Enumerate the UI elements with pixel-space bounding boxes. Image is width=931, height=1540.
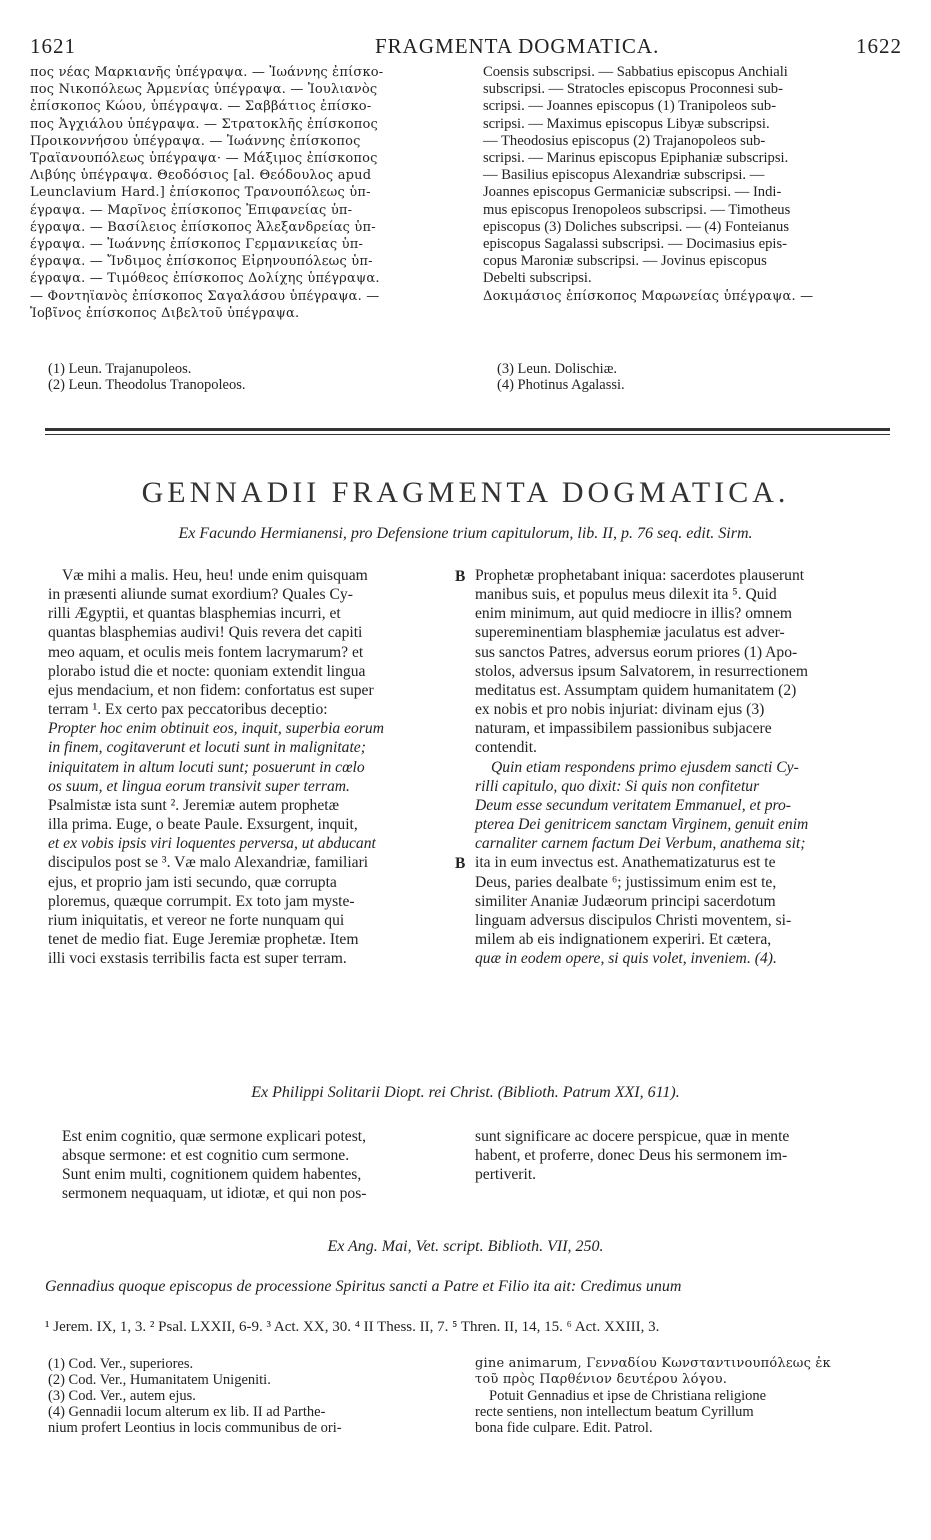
margin-marker-b: B (455, 568, 466, 585)
footnote: (3) Cod. Ver., autem ejus. (48, 1388, 196, 1404)
text-line: absque sermone: et est cognitio cum sermone. (62, 1147, 350, 1165)
text-line: Psalmistæ ista sunt ². Jeremiæ autem prophetæ (48, 796, 339, 814)
text-line: ita in eum invectus est. Anathematizaturus est te (475, 854, 776, 872)
text-line: Deum esse secundum veritatem Emmanuel, et pro- (475, 796, 791, 814)
footnote: (4) Photinus Agalassi. (497, 377, 625, 393)
philippus-column-left (62, 1127, 450, 1204)
running-title: FRAGMENTA DOGMATICA. (375, 34, 660, 58)
text-line: έγραψα. — Μαρῖνος ἐπίσκοπος Ἐπιφανείας ὑπ- (30, 202, 353, 218)
text-line: meditatus est. Assumptam quidem humanitatem (2) (475, 681, 797, 699)
top-notes-right (497, 361, 897, 393)
text-line: stolos, adversus ipsum Salvatorem, in resurrectionem (475, 662, 809, 680)
section-divider (45, 428, 890, 431)
footnotes-left (48, 1356, 458, 1436)
footnote: (4) Gennadii locum alterum ex lib. II ad Parthe- (48, 1404, 326, 1420)
text-line: tenet de medio fiat. Euge Jeremiæ prophetæ. Item (48, 930, 359, 948)
page-number-left: 1621 (30, 34, 76, 58)
text-line: Ἰοβῖνος ἐπίσκοπος Διβελτοῦ ὑπέγραψα. (30, 305, 300, 321)
footnote: Potuit Gennadius et ipse de Christiana religione (489, 1388, 767, 1404)
text-line: έγραψα. — Ἴνδιμος ἐπίσκοπος Εἰρηνουπόλεως ὑπ- (30, 254, 373, 270)
text-line: — Basilius episcopus Alexandriæ subscripsi. — (483, 167, 765, 184)
gennadius-intro-line: Gennadius quoque episcopus de processione Spiritus sancti a Patre et Filio ita ait: Credimus unum (45, 1278, 682, 1295)
text-line: Est enim cognitio, quæ sermone explicari potest, (62, 1128, 367, 1145)
text-line: quantas blasphemias audivi! Quis revera det capiti (48, 624, 363, 642)
footnote: (1) Leun. Trajanupoleos. (48, 361, 192, 377)
text-line: subscripsi. — Stratocles episcopus Proconnesi sub- (483, 81, 783, 98)
text-line: rium iniquitatis, et vereor ne forte nunquam qui (48, 911, 345, 929)
text-line: scripsi. — Joannes episcopus (1) Tranipoleos sub- (483, 98, 777, 115)
text-line: Deus, paries dealbate ⁶; justissimum enim est te, (475, 873, 777, 891)
footnote: (2) Leun. Theodolus Tranopoleos. (48, 377, 246, 393)
running-header (30, 34, 902, 64)
footnote: (3) Leun. Dolischiæ. (497, 361, 618, 377)
text-line: habent, et proferre, donec Deus his sermonem im- (475, 1147, 788, 1165)
text-line: — Theodosius episcopus (2) Trajanopoleos sub- (483, 132, 766, 149)
text-line: ejus, et proprio jam isti secundo, quæ corrupta (48, 873, 337, 891)
text-line: plorabo istud die et nocte: quoniam extendit lingua (48, 662, 366, 680)
text-line: rilli capitulo, quo dixit: Si quis non confitetur (475, 777, 760, 795)
text-line: Προικοννήσου ὑπέγραψα. — Ἰωάννης ἐπίσκοπος (30, 133, 361, 149)
source-line-mai: Ex Ang. Mai, Vet. script. Biblioth. VII, 250. (327, 1238, 604, 1255)
text-line: ἐπίσκοπος Κώου, ὑπέγραψα. — Σαββάτιος ἐπίσκο- (30, 99, 372, 115)
text-line: πος νέας Μαρκιανῆς ὑπέγραψα. — Ἰωάννης ἐπίσκο- (30, 65, 384, 80)
text-line: terram ¹. Ex certo pax peccatoribus deceptio: (48, 701, 328, 719)
text-line: έγραψα. — Ἰωάννης ἐπίσκοπος Γερμανικείας ὑπ- (30, 237, 364, 253)
footnote: gine animarum, Γενναδίου Κωνσταντινουπόλεως ἐκ (475, 1356, 831, 1371)
text-line: pterea Dei genitricem sanctam Virginem, genuit enim (475, 816, 809, 834)
footnotes-right (475, 1356, 895, 1436)
text-line: os suum, et lingua eorum transivit super terram. (48, 777, 350, 795)
greek-signatures-column (30, 64, 466, 322)
source-line-facundus: Ex Facundo Hermianensi, pro Defensione trium capitulorum, lib. II, p. 76 seq. edit. Sirm. (178, 525, 753, 542)
top-notes-left (48, 361, 448, 393)
margin-marker-b: B (455, 855, 466, 872)
text-line: quæ in eodem opere, si quis volet, invenieт. (4). (475, 950, 777, 968)
text-line: et ex vobis ipsis viri loquentes perversa, ut abducant (48, 835, 376, 853)
text-line: rilli Ægyptii, et quantas blasphemias incurri, et (48, 605, 341, 623)
text-line: ploremus, quæque corrumpit. Ex toto jam myste- (48, 892, 355, 910)
text-line: Propter hoc enim obtinuit eos, inquit, superbia eorum (48, 720, 384, 738)
body-column-left (48, 566, 450, 968)
text-line: milem ab eis indignationem experiri. Et cætera, (475, 930, 772, 948)
text-line: έγραψα. — Βασίλειος ἐπίσκοπος Ἀλεξανδρείας ὑπ- (30, 219, 376, 235)
footnote: bona fide culpare. Edit. Patrol. (475, 1420, 653, 1436)
text-line: sermonem nequaquam, ut idiotæ, et qui non pos- (62, 1185, 367, 1203)
text-line: enim minimum, aut quid mediocre in illis? omnem (475, 605, 793, 623)
page-number-right: 1622 (856, 34, 902, 58)
footnote: τοῦ πρὸς Παρθένιον δευτέρου λόγου. (475, 1372, 728, 1387)
footnote: nium profert Leontius in locis communibus de ori- (48, 1420, 342, 1436)
text-line: Debelti subscripsi. (483, 270, 592, 287)
text-line: sus sanctos Patres, adversus eorum priores (1) Apo- (475, 643, 798, 661)
text-line: pertiverit. (475, 1166, 537, 1184)
section-divider-thin (45, 434, 890, 435)
text-line: Coensis subscripsi. — Sabbatius episcopus Anchiali (483, 64, 788, 80)
text-line: in finem, cogitaverunt et locuti sunt in malignitate; (48, 739, 366, 757)
latin-signatures-column (483, 64, 903, 305)
text-line: Leunclavium Hard.] ἐπίσκοπος Τρανουπόλεως ὑπ- (30, 185, 371, 201)
text-line: similiter Ananiæ Judæorum principi sacerdotum (475, 892, 776, 910)
text-line: contendit. (475, 739, 537, 757)
philippus-column-right (475, 1127, 895, 1184)
text-line: manibus suis, et populus meus dilexit ita ⁵. Quid (475, 586, 777, 604)
source-line-philippus: Ex Philippi Solitarii Diopt. rei Christ. (Biblioth. Patrum XXI, 611). (251, 1084, 680, 1101)
text-line: sunt significare ac docere perspicue, quæ in mente (475, 1128, 790, 1145)
text-line: Sunt enim multi, cognitionem quidem habentes, (62, 1166, 362, 1184)
text-line: copus Maroniæ subscripsi. — Jovinus episcopus (483, 253, 767, 270)
text-line: — Φοντηϊανὸς ἐπίσκοπος Σαγαλάσου ὑπέγραψα. — (30, 288, 380, 304)
text-line: έγραψα. — Τιμόθεος ἐπίσκοπος Δολίχης ὑπέγραψα. (30, 271, 380, 287)
text-line: Prophetæ prophetabant iniqua: sacerdotes plauserunt (475, 567, 805, 584)
footnote: (1) Cod. Ver., superiores. (48, 1356, 194, 1372)
text-line: supereminentiam blasphemiæ jaculatus est adver- (475, 624, 785, 642)
text-line: Quin etiam respondens primo ejusdem sancti Cy- (491, 758, 799, 776)
text-line: Τραϊανουπόλεως ὑπέγραψα· — Μάξιμος ἐπίσκοπος (30, 151, 378, 167)
text-line: illi voci exstasis terribilis facta est super terram. (48, 950, 347, 968)
text-line: in præsenti aliunde sumat exordium? Quales Cy- (48, 586, 353, 604)
text-line: Væ mihi a malis. Heu, heu! unde enim quisquam (62, 567, 368, 584)
text-line: illa prima. Euge, o beate Paule. Exsurgent, inquit, (48, 816, 358, 834)
text-line: episcopus Sagalassi subscripsi. — Docimasius epis- (483, 236, 788, 253)
text-line: mus episcopus Irenopoleos subscripsi. — Timotheus (483, 201, 791, 218)
text-line: carnaliter carnem factum Dei Verbum, anathema sit; (475, 835, 806, 853)
text-line: ex nobis et pro nobis injuriat: divinam ejus (3) (475, 701, 765, 719)
text-line: meo aquam, et oculis meis fontem lacrymarum? et (48, 643, 364, 661)
footnote: (2) Cod. Ver., Humanitatem Unigeniti. (48, 1372, 271, 1388)
text-line: scripsi. — Marinus episcopus Epiphaniæ subscripsi. (483, 150, 789, 167)
text-line: Joannes episcopus Germaniciæ subscripsi. — Indi- (483, 184, 782, 201)
text-line: ejus mendacium, et non fidem: confortatus est super (48, 681, 374, 699)
text-line: discipulos post se ³. Væ malo Alexandriæ, familiari (48, 854, 369, 872)
text-line: Λιβύης ὑπέγραψα. Θεοδόσιος [al. Θεόδουλος apud (30, 168, 372, 184)
main-title: GENNADII FRAGMENTA DOGMATICA. (141, 476, 790, 509)
text-line: scripsi. — Maximus episcopus Libyæ subscripsi. (483, 115, 770, 132)
body-column-right (475, 566, 893, 968)
text-line: Δοκιμάσιος ἐπίσκοπος Μαρωνείας ὑπέγραψα. — (483, 288, 814, 304)
text-line: πος Νικοπόλεως Ἀρμενίας ὑπέγραψα. — Ἰουλιανὸς (30, 82, 378, 98)
text-line: naturam, et impassibilem passionibus subjacere (475, 720, 772, 738)
text-line: πος Ἀγχιάλου ὑπέγραψα. — Στρατοκλῆς ἐπίσκοπος (30, 116, 379, 132)
text-line: linguam adversus discipulos Christi moventem, si- (475, 911, 792, 929)
text-line: iniquitatem in altum locuti sunt; posuerunt in cœlo (48, 758, 365, 776)
footnote: recte sentiens, non intellectum beatum Cyrillum (475, 1404, 754, 1420)
scripture-references: ¹ Jerem. IX, 1, 3. ² Psal. LXXII, 6-9. ³ Act. XX, 30. ⁴ II Thess. II, 7. ⁵ Thren. II, 14, 15. ⁶ Act. XXIII, 3. (45, 1319, 660, 1335)
text-line: episcopus (3) Doliches subscripsi. — (4) Fonteianus (483, 218, 790, 235)
